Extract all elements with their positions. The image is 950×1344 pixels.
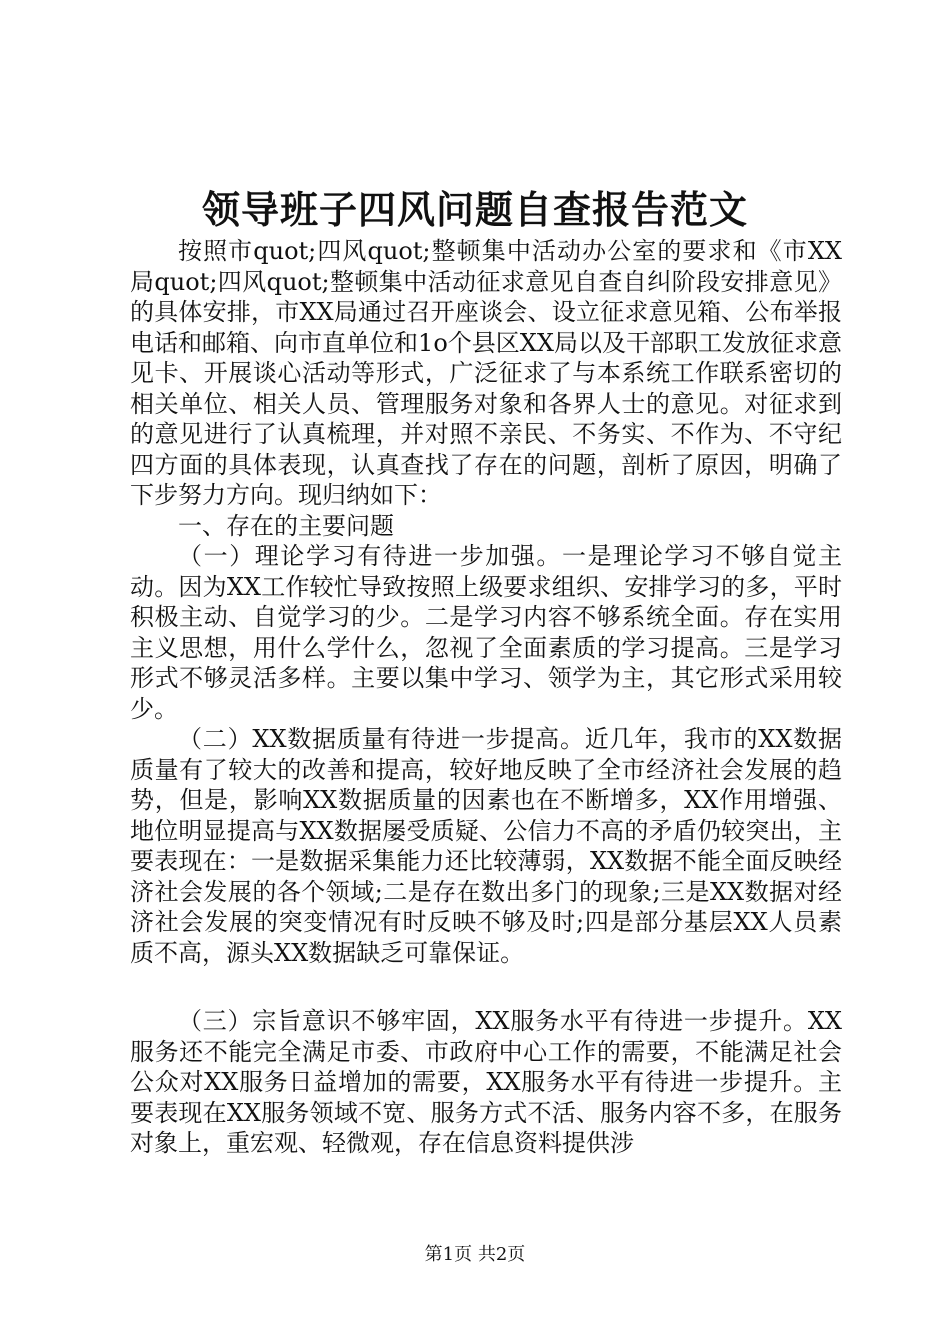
problem-item-1: （一）理论学习有待进一步加强。一是理论学习不够自觉主动。因为XX工作较忙导致按照上级要求组织、安排学习的多，平时积极主动、自觉学习的少。二是学习内容不够系统全面。存在实用主义思想，用什么学什么，忽视了全面素质的学习提高。三是学习形式不够灵活多样。主要以集中学习、领学为主，其它形式采用较少。 bbox=[130, 542, 842, 723]
document-body bbox=[130, 236, 842, 1159]
document-title: 领导班子四风问题自查报告范文 bbox=[201, 187, 748, 232]
intro-paragraph: 按照市quot;四风quot;整顿集中活动办公室的要求和《市XX局quot;四风quot;整顿集中活动征求意见自查自纠阶段安排意见》的具体安排，市XX局通过召开座谈会、设立征求意见箱、公布举报电话和邮箱、向市直单位和1o个县区XX局以及干部职工发放征求意见卡、开展谈心活动等形式，广泛征求了与本系统工作联系密切的相关单位、相关人员、管理服务对象和各界人士的意见。对征求到的意见进行了认真梳理，并对照不亲民、不务实、不作为、不守纪四方面的具体表现，认真查找了存在的问题，剖析了原因，明确了下步努力方向。现归纳如下： bbox=[130, 237, 842, 509]
section-heading-problems: 一、存在的主要问题 bbox=[178, 511, 394, 540]
page-number-footer: 第1页 共2页 bbox=[424, 1244, 526, 1265]
problem-item-3: （三）宗旨意识不够牢固，XX服务水平有待进一步提升。XX服务还不能完全满足市委、市政府中心工作的需要，不能满足社会公众对XX服务日益增加的需要，XX服务水平有待进一步提升。主要表现在XX服务领域不宽、服务方式不活、服务内容不多，在服务对象上，重宏观、轻微观，存在信息资料提供涉 bbox=[130, 1007, 842, 1157]
problem-item-2: （二）XX数据质量有待进一步提高。近几年，我市的XX数据质量有了较大的改善和提高，较好地反映了全市经济社会发展的趋势，但是，影响XX数据质量的因素也在不断增多，XX作用增强、地位明显提高与XX数据屡受质疑、公信力不高的矛盾仍较突出，主要表现在：一是数据采集能力还比较薄弱，XX数据不能全面反映经济社会发展的各个领域;二是存在数出多门的现象;三是XX数据对经济社会发展的突变情况有时反映不够及时;四是部分基层XX人员素质不高，源头XX数据缺乏可靠保证。 bbox=[130, 725, 842, 967]
